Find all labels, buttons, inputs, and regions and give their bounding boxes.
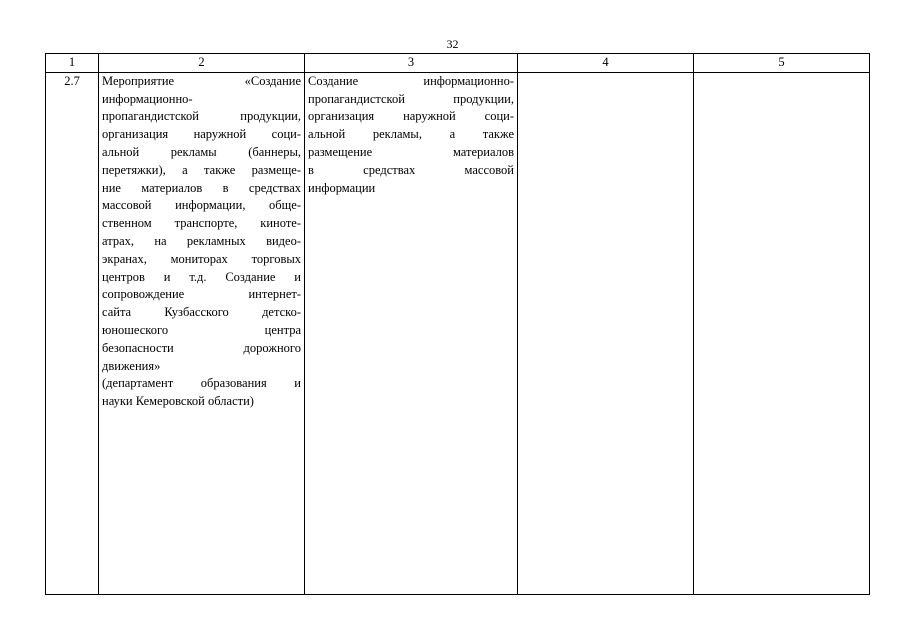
text-line: организация наружной соци-	[308, 109, 514, 124]
text-line: атрах, на рекламных видео-	[102, 233, 301, 248]
text-line: экранах, мониторах торговых	[102, 251, 301, 266]
text-line: пропагандистской продукции,	[102, 109, 301, 124]
text-line: ственном транспорте, киноте-	[102, 216, 301, 231]
text-line: перетяжки), а также размеще-	[102, 162, 301, 177]
measures-table	[45, 53, 870, 595]
text-line: информации	[308, 180, 376, 195]
text-line: информационно-	[102, 91, 193, 106]
text-line: Создание информационно-	[308, 73, 514, 88]
header-cell-5: 5	[694, 54, 870, 73]
text-line: ние материалов в средствах	[102, 180, 301, 195]
text-line: сайта Кузбасского детско-	[102, 305, 301, 320]
text-line: юношеского центра	[102, 322, 301, 337]
measure-content-cell	[305, 72, 518, 594]
page-number: 32	[446, 37, 459, 51]
text-line: пропагандистской продукции,	[308, 91, 514, 106]
text-line: Мероприятие «Создание	[102, 73, 301, 88]
text-line: сопровождение интернет-	[102, 287, 301, 302]
column-5-cell	[694, 72, 870, 594]
header-cell-4: 4	[518, 54, 694, 73]
header-cell-1: 1	[46, 54, 99, 73]
text-line: массовой информации, обще-	[102, 198, 301, 213]
measure-description-cell	[99, 72, 305, 594]
text-line: альной рекламы, а также	[308, 127, 514, 142]
text-line: размещение материалов	[308, 144, 514, 159]
header-cell-2: 2	[99, 54, 305, 73]
measure-content-text	[308, 73, 514, 198]
table-header-row	[46, 54, 870, 73]
text-line: в средствах массовой	[308, 162, 514, 177]
header-cell-3: 3	[305, 54, 518, 73]
column-4-cell	[518, 72, 694, 594]
text-line: (департамент образования и	[102, 376, 301, 391]
text-line: науки Кемеровской области)	[102, 394, 254, 409]
table-row	[46, 72, 870, 594]
text-line: безопасности дорожного	[102, 340, 301, 355]
row-number-cell: 2.7	[46, 72, 99, 594]
text-line: организация наружной соци-	[102, 127, 301, 142]
text-line: альной рекламы (баннеры,	[102, 144, 301, 159]
text-line: движения»	[102, 358, 161, 373]
text-line: центров и т.д. Создание и	[102, 269, 301, 284]
measure-description-text	[102, 73, 301, 411]
